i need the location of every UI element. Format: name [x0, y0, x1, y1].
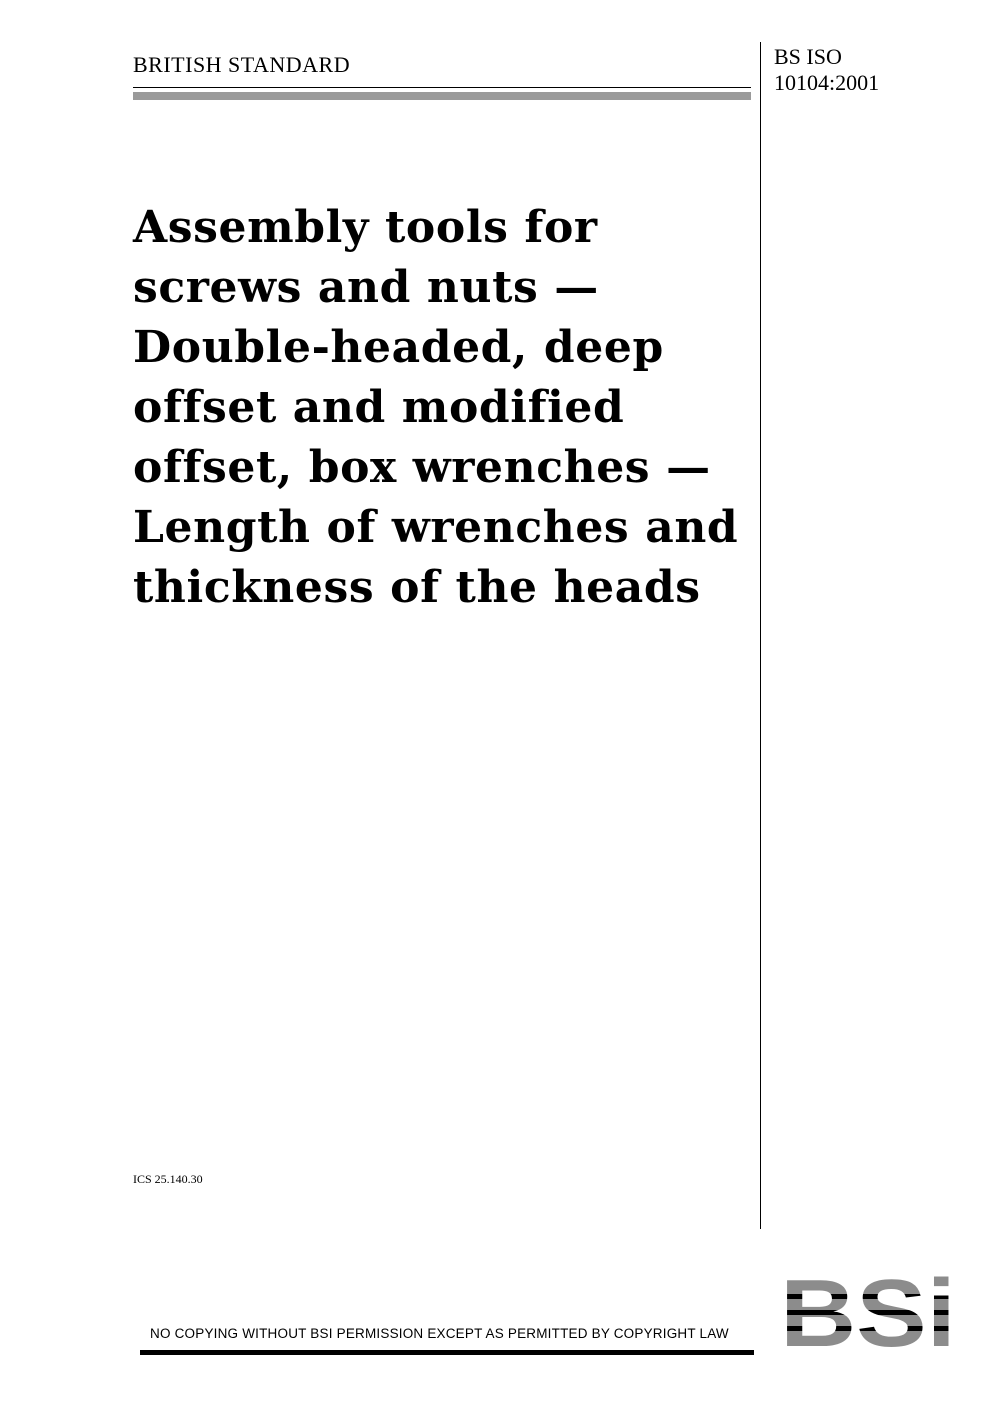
document-title [133, 198, 753, 618]
title-line: offset and modified [133, 382, 625, 433]
title-line: Double-headed, deep [133, 322, 664, 373]
vertical-divider [760, 42, 761, 1229]
title-line: Assembly tools for [133, 202, 598, 253]
title-line: Length of wrenches and [133, 502, 739, 553]
ics-code: ICS 25.140.30 [133, 1172, 203, 1186]
copyright-notice: NO COPYING WITHOUT BSI PERMISSION EXCEPT AS PERMITTED BY COPYRIGHT LAW [150, 1326, 729, 1341]
document-series-label: BRITISH STANDARD [133, 52, 351, 77]
title-line: offset, box wrenches — [133, 442, 711, 493]
standard-number-code: 10104:2001 [774, 70, 880, 95]
footer-rule [140, 1350, 754, 1355]
header-grey-rule [133, 92, 751, 100]
standard-number-prefix: BS ISO [774, 44, 842, 69]
title-line: thickness of the heads [133, 562, 701, 613]
bsi-logo-icon [780, 1274, 956, 1348]
title-line: screws and nuts — [133, 262, 599, 313]
standard-number [774, 44, 879, 96]
header-thin-rule [133, 87, 751, 88]
